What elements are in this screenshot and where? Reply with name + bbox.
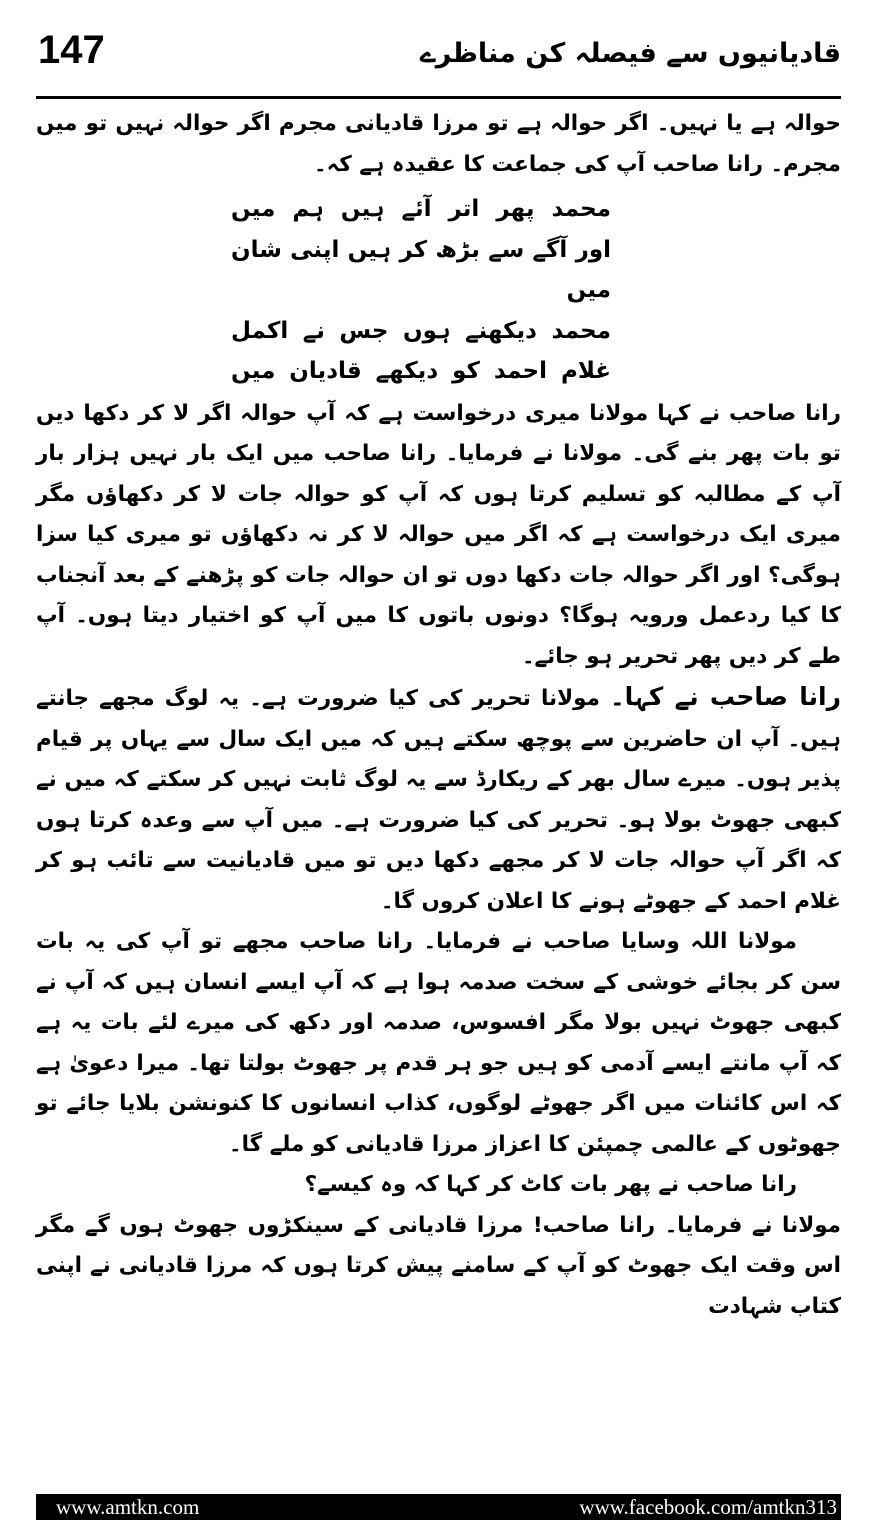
page-body	[36, 104, 841, 1327]
paragraph-3-text: مولانا تحریر کی کیا ضرورت ہے۔ یہ لوگ مجھے جانتے ہیں۔ آپ ان حاضرین سے پوچھ سکتے ہیں کہ میں ایک سال سے یہاں پر قیام پذیر ہوں۔ میرے سال بھر کے ریکارڈ سے یہ لوگ ثابت نہیں کر سکتے کہ میں نے کبھی جھوٹ بولا ہو۔ تحریر کی کیا ضرورت ہے۔ میں آپ سے وعدہ کرتا ہوں کہ اگر آپ حوالہ جات لا کر مجھے دکھا دیں تو میں قادیانیت سے تائب ہو کر غلام احمد کے جھوٹے ہونے کا اعلان کروں گا۔	[36, 686, 841, 914]
poem-line-3: محمد دیکھنے ہوں جس نے اکمل	[231, 317, 611, 344]
page-number: 147	[38, 28, 105, 72]
footer-facebook-link[interactable]: www.facebook.com/amtkn313	[579, 1495, 837, 1519]
paragraph-3	[36, 677, 841, 922]
paragraph-6: مولانا نے فرمایا۔ رانا صاحب! مرزا قادیانی کے سینکڑوں جھوٹ ہوں گے مگر اس وقت ایک جھوٹ کو آپ کے سامنے پیش کرتا ہوں کہ مرزا قادیانی نے اپنی کتاب شہادت	[36, 1212, 841, 1319]
poem-line-2: اور آگے سے بڑھ کر ہیں اپنی شان میں	[231, 236, 611, 303]
footer-bar	[36, 1494, 841, 1520]
paragraph-1: حوالہ ہے یا نہیں۔ اگر حوالہ ہے تو مرزا قادیانی مجرم اگر حوالہ نہیں تو میں مجرم۔ رانا صاحب آپ کی جماعت کا عقیدہ ہے کہ۔	[36, 111, 841, 177]
poem-line-4: غلام احمد کو دیکھے قادیان میں	[231, 358, 611, 384]
header-divider	[36, 96, 841, 99]
poem-line-1: محمد پھر اتر آئے ہیں ہم میں	[231, 196, 611, 222]
paragraph-2: رانا صاحب نے کہا مولانا میری درخواست ہے کہ آپ حوالہ اگر لا کر دکھا دیں تو بات پھر بنے گی۔ مولانا نے فرمایا۔ رانا صاحب میں ایک بار نہیں ہزار بار آپ کے مطالبہ کو تسلیم کرتا ہوں کہ آپ کو حوالہ جات لا کر دکھاؤں مگر میری ایک درخواست ہے کہ اگر میں حوالہ لا کر نہ دکھاؤں تو میری کیا سزا ہوگی؟ اور اگر حوالہ جات دکھا دوں تو ان حوالہ جات کو پڑھنے کے بعد آنجناب کا کیا ردعمل ورویہ ہوگا؟ دونوں باتوں کا میں آپ کو اختیار دیتا ہوں۔ آپ طے کر دیں پھر تحریر ہو جائے۔	[36, 400, 841, 669]
poem	[36, 185, 841, 394]
paragraph-4: مولانا اللہ وسایا صاحب نے فرمایا۔ رانا صاحب مجھے تو آپ کی یہ بات سن کر بجائے خوشی کے سخت صدمہ ہوا ہے کہ آپ ایسے انسان ہیں کہ آپ نے کبھی جھوٹ نہیں بولا مگر افسوس، صدمہ اور دکھ کی میرے لئے بات یہ ہے کہ آپ مانتے ایسے آدمی کو ہیں جو ہر قدم پر جھوٹ بولتا تھا۔ میرا دعویٰ ہے کہ اس کائنات میں اگر جھوٹے لوگوں، کذاب انسانوں کا کنونشن بلایا جائے تو جھوٹوں کے عالمی چمپئن کا اعزاز مرزا قادیانی کو ملے گا۔	[36, 929, 841, 1157]
paragraph-3-lead: رانا صاحب نے کہا۔	[610, 682, 841, 711]
footer-website-link[interactable]: www.amtkn.com	[56, 1495, 200, 1519]
running-title: قادیانیوں سے فیصلہ کن مناظرے	[419, 38, 841, 69]
paragraph-5: رانا صاحب نے پھر بات کاٹ کر کہا کہ وہ کیسے؟	[304, 1172, 797, 1197]
